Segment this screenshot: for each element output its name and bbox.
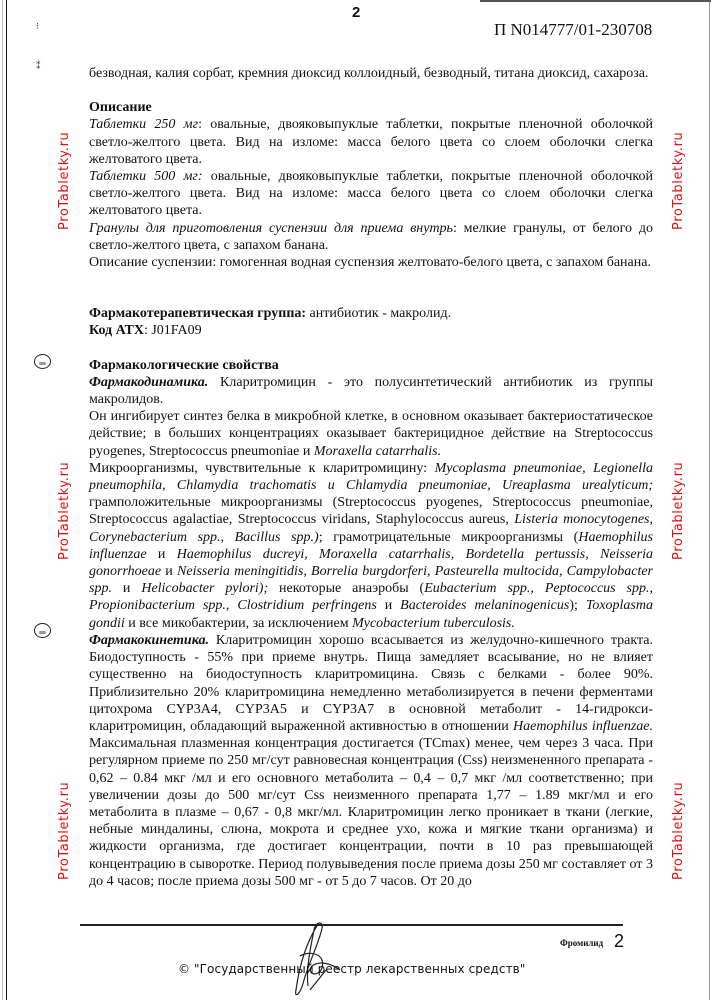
punch-hole — [34, 623, 51, 638]
granules-label: Гранулы для приготовления суспензии для приема внутрь — [89, 220, 453, 236]
page-top-border — [480, 0, 711, 2]
pharmacokinetics-text: Максимальная плазменная концентрация достигается (TCmax) менее, чем через 3 часа. При регулярном приеме по 250 мг/сут равновесная концентрация (Css) неизмененного препарата - 0,62 – 0.84 мкг /мл и его основного метаболита – 0,4 – 0,7 мкг /мл соответственно; при увеличении дозы до 500 мг/сут Css неизменного препарата 1,77 – 1.89 мкг/мл и его метаболита в плазме – 0,67 - 0,8 мкг/мл. Кларитромицин легко проникает в ткани (легкие, небные миндалины, слюна, мокрота и среднее ухо, кожа и мягкие ткани организма) и жидкости организма, где достигает концентрации, почти в 10 раз превышающей концентрацию в сыворотке. Период полувыведения после приема дозы 250 мг составляет от 3 до 4 часов; после приема дозы 500 мг - от 5 до 7 часов. От 20 до — [89, 736, 653, 889]
footer-page-number: 2 — [614, 931, 625, 951]
page-right-border — [709, 0, 710, 1000]
organism-name: Neisseria meningitidis, Borrelia burgdorferi, Pasteurella multocida, Campylobacter spp. — [89, 564, 654, 597]
spectrum-text: грамположительные микроорганизмы (Streptococcus pyogenes, Streptococcus pneumoniae, Streptococcus agalactiae, Streptococcus viridans, Staphylococcus aureus, — [89, 495, 653, 528]
pharmacodynamics-label: Фармакодинамика. — [89, 374, 209, 390]
organism-name: Mycoplasma pneumoniae, Legionella pneumophila, Chlamydia trachomatis и Chlamydia pneumoniae, Ureaplasma urealyticum; — [89, 460, 653, 494]
organism-name: Haemophilus influenzae. — [513, 718, 653, 734]
spectrum-text: ; грамотрицательные микроорганизмы ( — [318, 529, 579, 545]
margin-mark: ⁝ — [36, 22, 39, 32]
document-body — [89, 65, 653, 890]
organism-name: Listeria monocytogenes, Corynebacterium spp., Bacillus spp.) — [89, 512, 653, 545]
atc-code — [89, 322, 653, 339]
granules-text: : мелкие гранулы, от белого до светло-желтого цвета, с запахом банана. — [89, 220, 653, 253]
pharmacotherapeutic-group — [89, 305, 653, 322]
description-title: Описание — [89, 100, 152, 116]
organism-name: Toxoplasma gondii — [89, 598, 653, 631]
tablets-250-text: : овальные, двояковыпуклые таблетки, покрытые пленочной оболочкой светло-желтого цвета. Вид на изломе: масса белого цвета со слоем оболочки слегка желтоватого цвета. — [89, 117, 653, 167]
mechanism-text: Он ингибирует синтез белка в микробной клетке, в основном оказывает бактериостатическое действие; в больших концентрациях оказывает бактерицидное действие на Streptococcus pyogenes, Streptococcus pneumoniae и — [89, 409, 653, 459]
description-tablets-250 — [89, 116, 653, 168]
organism-name: Haemophilus influenzae — [89, 529, 653, 562]
atc-label: Код АТХ — [89, 323, 144, 339]
watermark: ProTabletky.ru — [57, 461, 72, 560]
description-granules — [89, 220, 653, 254]
watermark: ProTabletky.ru — [671, 781, 686, 880]
organism-name: Moraxella catarrhalis. — [313, 443, 442, 459]
spectrum-text: Микроорганизмы, чувствительные к кларитромицину: — [89, 460, 435, 476]
page-left-border — [6, 0, 7, 1000]
intro-paragraph: безводная, калия сорбат, кремния диоксид коллоидный, безводный, титана диоксид, сахароза. — [89, 66, 649, 81]
pharmacodynamics-intro — [89, 374, 653, 408]
spectrum-text: ); — [569, 598, 586, 614]
registration-number: П N014777/01-230708 — [494, 20, 653, 39]
organism-name: Helicobacter pylori); — [141, 581, 269, 597]
spectrum-text: и — [376, 598, 401, 614]
header-page-number: 2 — [352, 4, 361, 21]
spectrum-text: и все микобактерии, за исключением — [124, 615, 353, 631]
spectrum-text: и — [161, 564, 178, 580]
pharmacodynamics-intro-text: Кларитромицин - это полусинтетический антибиотик из группы макролидов. — [89, 374, 653, 408]
description-tablets-500 — [89, 168, 653, 220]
signature-image — [270, 920, 360, 1000]
copyright-notice: © "Государственный реестр лекарственных средств" — [178, 962, 526, 976]
organism-name: Haemophilus ducreyi, Moraxella catarrhalis, Bordetella pertussis, Neisseria gonorrhoeae — [89, 546, 653, 580]
pharmacotherapeutic-label: Фармакотерапевтическая группа: — [89, 306, 307, 322]
margin-mark: ⁑ — [36, 62, 41, 72]
description-suspension: Описание суспензии: гомогенная водная суспензия желтовато-белого цвета, с запахом банана. — [89, 255, 651, 271]
watermark: ProTabletky.ru — [57, 781, 72, 880]
pharmacodynamics-mechanism — [89, 408, 653, 460]
punch-hole — [34, 354, 51, 369]
spectrum-text: и — [146, 546, 177, 562]
tablets-500-text: овальные, двояковыпуклые таблетки, покрытые пленочной оболочкой светло-желтого цвета. Вид на изломе: масса белого цвета со слоем оболочки слегка желтоватого цвета. — [89, 169, 653, 219]
spectrum-text: и — [111, 581, 142, 597]
watermark: ProTabletky.ru — [57, 131, 72, 230]
pharmacotherapeutic-value: антибиотик - макролид. — [306, 306, 452, 322]
tablets-250-label: Таблетки 250 мг — [89, 117, 199, 133]
organism-name: Bacteroides melaninogenicus — [400, 598, 570, 614]
pharmacokinetics-text: Кларитромицин хорошо всасывается из желудочно-кишечного тракта. Биодоступность - 55% при приеме внутрь. Пища замедляет всасывание, но не влияет существенно на биодоступность кларитромицина. Связь с белками - более 90%. Приблизительно 20% кларитромицина немедленно метаболизируется в печени ферментами цитохрома CYP3A4, CYP3A5 и CYP3A7 в основной метаболит - 14-гидрокси-кларитромицин, обладающий выраженной активностью в отношении — [89, 632, 653, 734]
organism-name: Mycobacterium tuberculosis. — [352, 615, 515, 631]
footer-drug-name: Фромилид — [560, 938, 604, 948]
scan-edge — [2, 0, 3, 1000]
pharmacokinetics-label: Фармакокинетика. — [89, 632, 209, 648]
atc-value: : J01FA09 — [143, 323, 202, 339]
pharmacological-title: Фармакологические свойства — [89, 357, 279, 373]
tablets-500-label: Таблетки 500 мг: — [89, 169, 203, 185]
watermark: ProTabletky.ru — [671, 461, 686, 560]
spectrum-text: некоторые анаэробы ( — [268, 581, 425, 597]
pharmacodynamics-spectrum — [89, 460, 653, 632]
organism-name: Eubacterium spp., Peptococcus spp., Propionibacterium spp., Clostridium perfringens — [89, 581, 653, 614]
watermark: ProTabletky.ru — [671, 131, 686, 230]
pharmacokinetics — [89, 632, 653, 890]
